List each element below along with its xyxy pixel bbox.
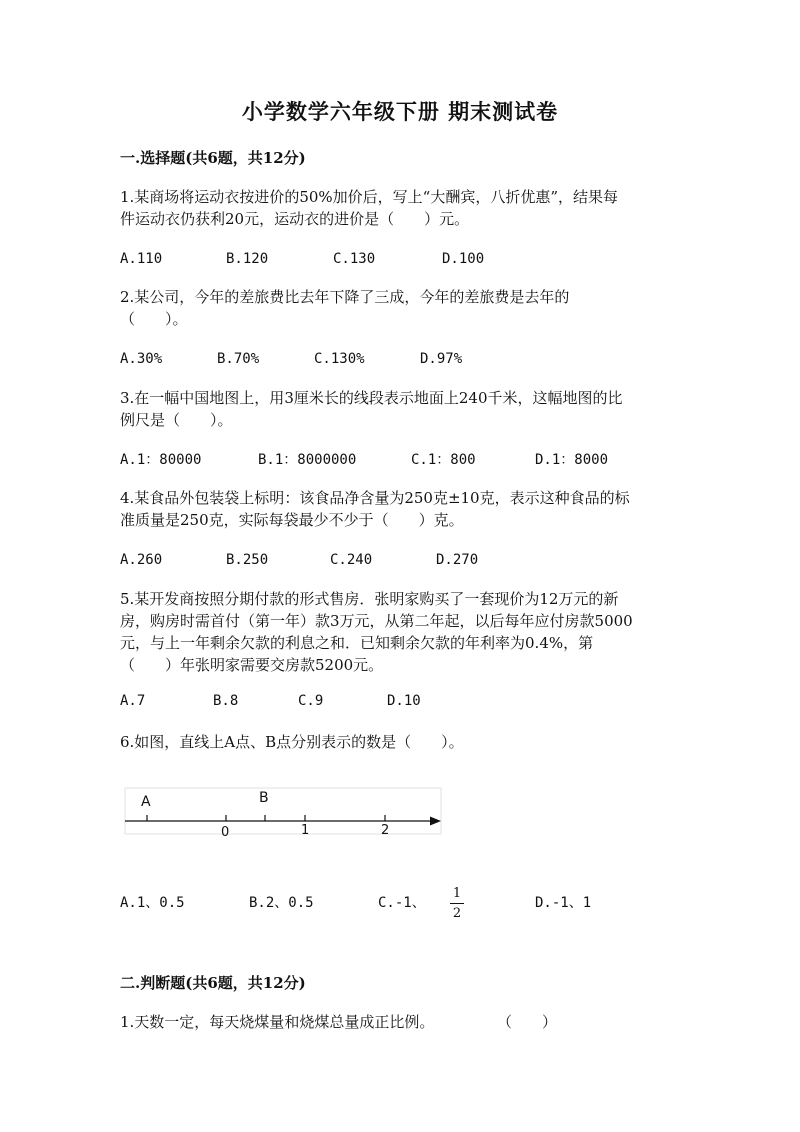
question-5-line-1: 5.某开发商按照分期付款的形式售房．张明家购买了一套现价为12万元的新: [120, 590, 619, 608]
judgement-1-answer-parens: （ ）: [497, 1013, 558, 1031]
question-4-line-2: 准质量是250克，实际每袋最少不少于（ ）克。: [120, 511, 464, 529]
q2-option-b: B.70%: [217, 351, 260, 367]
tick-0-label: 0: [221, 825, 230, 840]
q6-option-b: B.2、0.5: [249, 895, 314, 911]
question-4-line-1: 4.某食品外包装袋上标明：该食品净含量为250克±10克，表示这种食品的标: [120, 489, 630, 507]
question-1-line-1: 1.某商场将运动衣按进价的50%加价后，写上“大酬宾，八折优惠”，结果每: [120, 188, 618, 206]
q3-option-b: B.1：8000000: [258, 452, 357, 468]
q6-option-a: A.1、0.5: [120, 895, 185, 911]
q6-option-c-fraction: [449, 886, 465, 921]
question-3-line-1: 3.在一幅中国地图上，用3厘米长的线段表示地面上240千米，这幅地图的比: [120, 389, 623, 407]
q2-option-a: A.30%: [120, 351, 163, 367]
q4-option-c: C.240: [330, 552, 373, 568]
tick-1-label: 1: [301, 823, 310, 838]
q5-option-a: A.7: [120, 693, 146, 709]
question-5-line-4: （ ）年张明家需要交房款5200元。: [120, 656, 384, 674]
question-1-line-2: 件运动衣仍获利20元，运动衣的进价是（ ）元。: [120, 210, 470, 228]
fraction-bar: [450, 903, 464, 904]
point-b-label: B: [259, 790, 269, 806]
q6-option-d: D.-1、1: [535, 895, 592, 911]
section-2-heading: 二.判断题(共6题，共12分): [120, 974, 306, 992]
judgement-1-text: 1.天数一定，每天烧煤量和烧煤总量成正比例。: [120, 1013, 435, 1031]
q2-option-d: D.97%: [420, 351, 463, 367]
section-1-heading: 一.选择题(共6题，共12分): [120, 149, 306, 167]
question-5-line-3: 元，与上一年剩余欠款的利息之和．已知剩余欠款的年利率为0.4%，第: [120, 634, 594, 652]
question-2-line-2: （ ）。: [120, 310, 188, 328]
point-a-label: A: [141, 794, 151, 810]
question-3-line-2: 例尺是（ ）。: [120, 411, 233, 429]
q6-option-c: C.-1、: [378, 895, 426, 911]
tick-2-label: 2: [381, 823, 390, 838]
q4-option-b: B.250: [226, 552, 269, 568]
q5-option-c: C.9: [298, 693, 324, 709]
q3-option-a: A.1：80000: [120, 452, 202, 468]
number-line-arrow: [430, 817, 441, 826]
page-title: 小学数学六年级下册 期末测试卷: [241, 99, 559, 124]
q1-option-b: B.120: [226, 251, 269, 267]
question-6-line-1: 6.如图，直线上A点、B点分别表示的数是（ ）。: [120, 733, 464, 751]
q1-option-c: C.130: [333, 251, 376, 267]
figure-frame: [125, 788, 441, 834]
q5-option-d: D.10: [387, 693, 421, 709]
question-2-line-1: 2.某公司，今年的差旅费比去年下降了三成，今年的差旅费是去年的: [120, 288, 570, 306]
fraction-denominator: 2: [452, 906, 462, 921]
question-5-line-2: 房，购房时需首付（第一年）款3万元，从第二年起，以后每年应付房款5000: [120, 612, 633, 630]
q1-option-a: A.110: [120, 251, 163, 267]
q4-option-d: D.270: [436, 552, 479, 568]
q4-option-a: A.260: [120, 552, 163, 568]
q3-option-c: C.1：800: [411, 452, 476, 468]
q1-option-d: D.100: [442, 251, 485, 267]
q3-option-d: D.1：8000: [535, 452, 609, 468]
q5-option-b: B.8: [213, 693, 239, 709]
fraction-numerator: 1: [452, 886, 462, 901]
q2-option-c: C.130%: [314, 351, 365, 367]
number-line-figure: [110, 778, 450, 848]
